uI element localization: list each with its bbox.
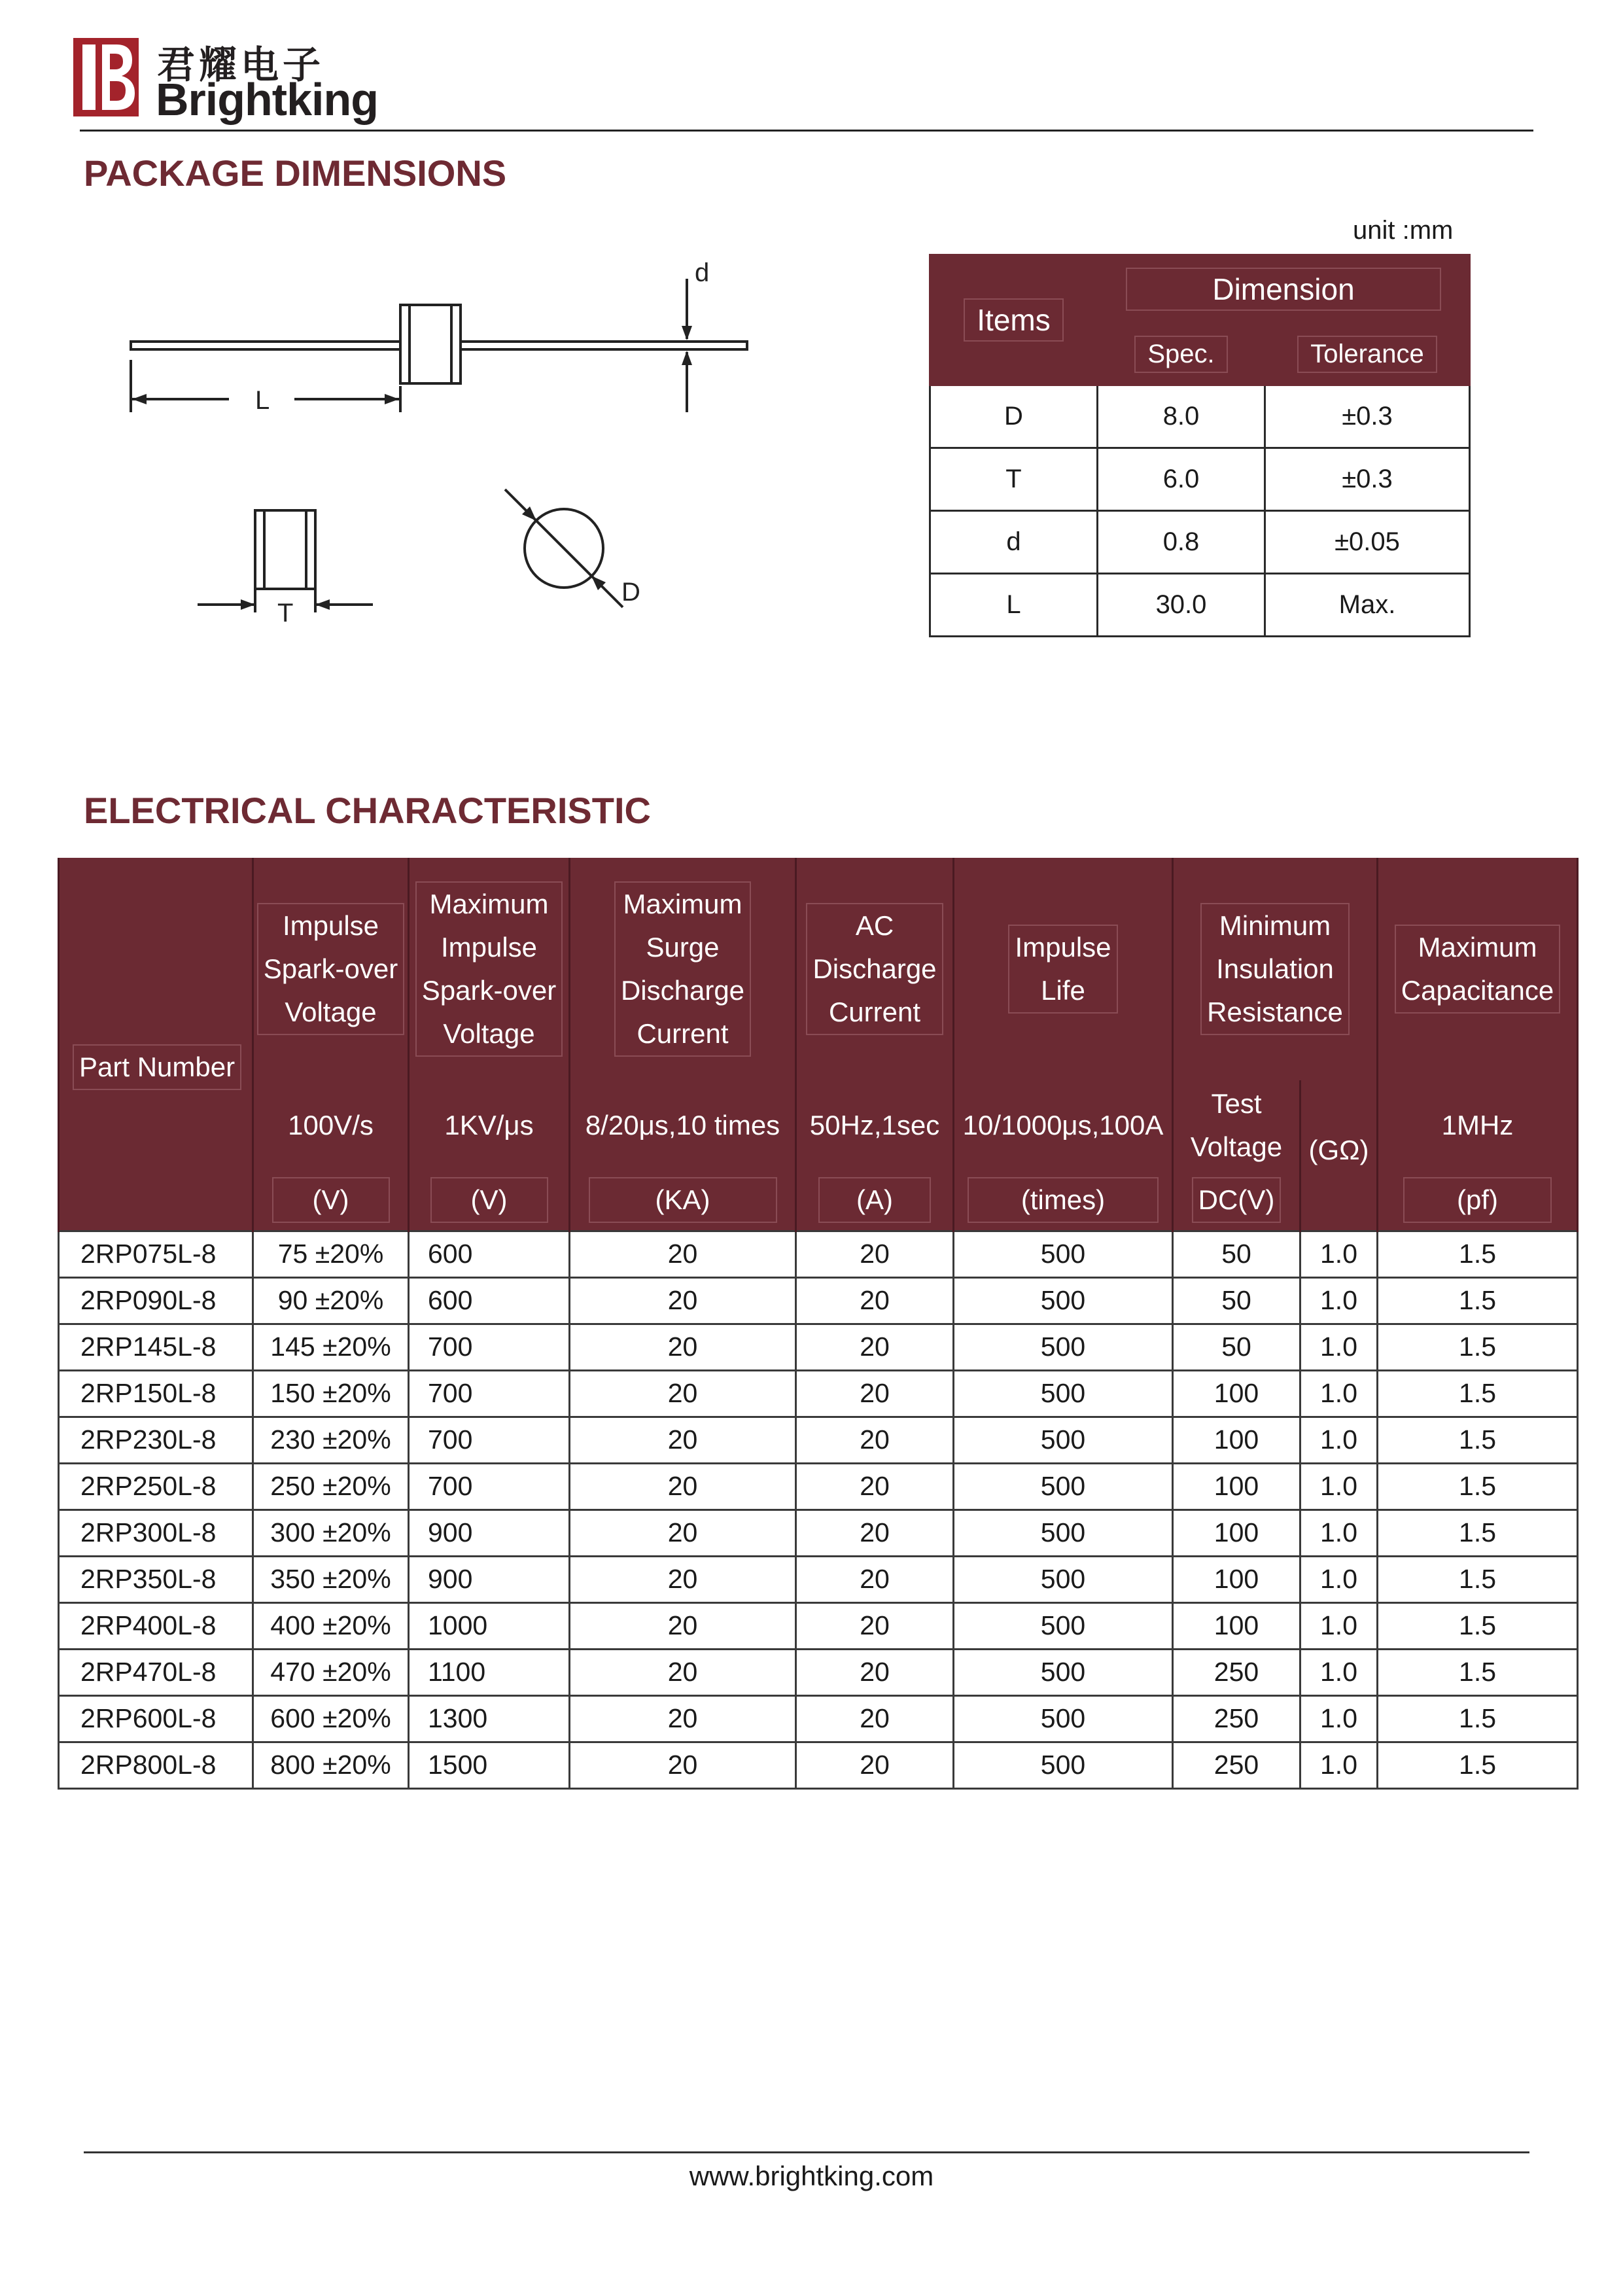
dimension-row: [930, 385, 1470, 448]
surge-value: 20: [570, 1695, 796, 1742]
brightking-logo: [73, 38, 139, 116]
test-voltage-value: 50: [1173, 1324, 1300, 1370]
unit-label: (pf): [1403, 1177, 1552, 1223]
life-value: 500: [954, 1556, 1173, 1602]
life-value: 500: [954, 1417, 1173, 1463]
life-value: 500: [954, 1602, 1173, 1649]
test-voltage-value: 50: [1173, 1231, 1300, 1277]
surge-value: 20: [570, 1649, 796, 1695]
test-voltage-value: 100: [1173, 1556, 1300, 1602]
package-dimensions-title: PACKAGE DIMENSIONS: [84, 152, 507, 194]
insulation-value: 1.0: [1300, 1370, 1378, 1417]
max-impulse-value: 1000: [409, 1602, 570, 1649]
table-row: [59, 1277, 1578, 1324]
header-line: Surge: [646, 932, 720, 963]
ac-value: 20: [796, 1324, 954, 1370]
header-line: Current: [828, 997, 921, 1027]
unit-test-dc: [1173, 1171, 1300, 1231]
insulation-value: 1.0: [1300, 1742, 1378, 1788]
header-line: Voltage: [443, 1018, 535, 1049]
capacitance-value: 1.5: [1378, 1370, 1578, 1417]
header-divider: [80, 130, 1533, 132]
header-line: Capacitance: [1401, 975, 1554, 1006]
part-number: 2RP400L-8: [59, 1602, 253, 1649]
life-value: 500: [954, 1324, 1173, 1370]
max-impulse-value: 900: [409, 1556, 570, 1602]
insulation-value: 1.0: [1300, 1602, 1378, 1649]
part-number: 2RP145L-8: [59, 1324, 253, 1370]
dim-item: T: [930, 448, 1098, 511]
impulse-life-header: [954, 858, 1173, 1080]
unit-cap: [1378, 1171, 1578, 1231]
max-capacitance-header: [1378, 858, 1578, 1080]
capacitance-value: 1.5: [1378, 1324, 1578, 1370]
surge-value: 20: [570, 1277, 796, 1324]
unit-impulse: [253, 1171, 409, 1231]
max-impulse-value: 700: [409, 1324, 570, 1370]
capacitance-value: 1.5: [1378, 1417, 1578, 1463]
header-line: Voltage: [285, 997, 377, 1027]
life-value: 500: [954, 1370, 1173, 1417]
unit-label: (V): [272, 1177, 390, 1223]
part-number-header-label: Part Number: [73, 1044, 241, 1090]
ac-value: 20: [796, 1649, 954, 1695]
test-voltage-value: 250: [1173, 1695, 1300, 1742]
part-number: 2RP090L-8: [59, 1277, 253, 1324]
surge-value: 20: [570, 1463, 796, 1510]
part-number: 2RP075L-8: [59, 1231, 253, 1277]
dim-tolerance: Max.: [1265, 574, 1470, 637]
sparkover-voltage: 800 ±20%: [253, 1742, 409, 1788]
max-impulse-value: 900: [409, 1510, 570, 1556]
header-line: Insulation: [1216, 953, 1334, 984]
insulation-value: 1.0: [1300, 1417, 1378, 1463]
life-value: 500: [954, 1231, 1173, 1277]
dimension-header: Dimension: [1126, 268, 1440, 311]
sparkover-voltage: 350 ±20%: [253, 1556, 409, 1602]
part-number: 2RP600L-8: [59, 1695, 253, 1742]
dim-item: d: [930, 511, 1098, 574]
part-number: 2RP800L-8: [59, 1742, 253, 1788]
table-row: [59, 1324, 1578, 1370]
part-number: 2RP250L-8: [59, 1463, 253, 1510]
table-row: [59, 1742, 1578, 1788]
life-value: 500: [954, 1277, 1173, 1324]
insulation-value: 1.0: [1300, 1463, 1378, 1510]
header-line: Spark-over: [421, 975, 557, 1006]
header-line: Life: [1041, 975, 1085, 1006]
surge-value: 20: [570, 1324, 796, 1370]
dim-tolerance: ±0.3: [1265, 385, 1470, 448]
ac-value: 20: [796, 1695, 954, 1742]
package-drawing: [118, 255, 759, 635]
life-value: 500: [954, 1695, 1173, 1742]
surge-value: 20: [570, 1510, 796, 1556]
ac-value: 20: [796, 1463, 954, 1510]
dimension-row: [930, 448, 1470, 511]
dim-spec: 0.8: [1098, 511, 1265, 574]
company-name-cn: 君耀电子: [157, 43, 325, 87]
footer-website-link[interactable]: www.brightking.com: [689, 2161, 934, 2191]
header-line: Minimum: [1219, 910, 1331, 941]
dimension-row: [930, 511, 1470, 574]
table-row: [59, 1602, 1578, 1649]
capacitance-value: 1.5: [1378, 1695, 1578, 1742]
sparkover-voltage: 75 ±20%: [253, 1231, 409, 1277]
min-insulation-header: [1173, 858, 1378, 1080]
header-line: Impulse: [1015, 932, 1111, 963]
part-number: 2RP300L-8: [59, 1510, 253, 1556]
max-impulse-value: 700: [409, 1417, 570, 1463]
label-D: D: [621, 578, 640, 607]
unit-max-impulse: [409, 1171, 570, 1231]
tolerance-header: Tolerance: [1297, 336, 1437, 373]
label-T: T: [277, 599, 294, 627]
cond-test-voltage: [1173, 1080, 1300, 1171]
max-impulse-value: 700: [409, 1463, 570, 1510]
impulse-sparkover-header: [253, 858, 409, 1080]
insulation-value: 1.0: [1300, 1324, 1378, 1370]
table-row: [59, 1649, 1578, 1695]
ac-value: 20: [796, 1742, 954, 1788]
insulation-value: 1.0: [1300, 1277, 1378, 1324]
dim-spec: 8.0: [1098, 385, 1265, 448]
unit-label: unit :mm: [1353, 216, 1454, 245]
header-line: Maximum: [623, 889, 742, 919]
header-line: Discharge: [812, 953, 937, 984]
capacitance-value: 1.5: [1378, 1231, 1578, 1277]
unit-label: (KA): [589, 1177, 777, 1223]
capacitance-value: 1.5: [1378, 1602, 1578, 1649]
dim-item: L: [930, 574, 1098, 637]
cond-ac: 50Hz,1sec: [796, 1080, 954, 1171]
surge-value: 20: [570, 1556, 796, 1602]
test-voltage-value: 50: [1173, 1277, 1300, 1324]
life-value: 500: [954, 1463, 1173, 1510]
test-voltage-value: 100: [1173, 1370, 1300, 1417]
sparkover-voltage: 400 ±20%: [253, 1602, 409, 1649]
table-row: [59, 1231, 1578, 1277]
insulation-value: 1.0: [1300, 1556, 1378, 1602]
part-number: 2RP350L-8: [59, 1556, 253, 1602]
life-value: 500: [954, 1649, 1173, 1695]
life-value: 500: [954, 1742, 1173, 1788]
cond-gohm: (GΩ): [1300, 1080, 1378, 1231]
items-header: Items: [964, 298, 1063, 342]
header-line: Test: [1211, 1088, 1262, 1119]
max-impulse-value: 600: [409, 1231, 570, 1277]
max-impulse-value: 1300: [409, 1695, 570, 1742]
life-value: 500: [954, 1510, 1173, 1556]
items-header-cell: [930, 255, 1098, 385]
sparkover-voltage: 470 ±20%: [253, 1649, 409, 1695]
test-voltage-value: 100: [1173, 1602, 1300, 1649]
table-row: [59, 1510, 1578, 1556]
test-voltage-value: 100: [1173, 1417, 1300, 1463]
header-line: Maximum: [1418, 932, 1537, 963]
max-impulse-value: 700: [409, 1370, 570, 1417]
dim-spec: 30.0: [1098, 574, 1265, 637]
sparkover-voltage: 145 ±20%: [253, 1324, 409, 1370]
dimension-table: [929, 254, 1471, 637]
sparkover-voltage: 150 ±20%: [253, 1370, 409, 1417]
part-number: 2RP470L-8: [59, 1649, 253, 1695]
ac-value: 20: [796, 1370, 954, 1417]
insulation-value: 1.0: [1300, 1231, 1378, 1277]
footer-divider: [84, 2151, 1529, 2153]
header-line: Impulse: [282, 910, 379, 941]
electrical-table: [58, 858, 1579, 1790]
unit-label: (times): [968, 1177, 1159, 1223]
unit-life: [954, 1171, 1173, 1231]
test-voltage-value: 100: [1173, 1463, 1300, 1510]
part-number-header: [59, 858, 253, 1231]
table-row: [59, 1695, 1578, 1742]
sparkover-voltage: 90 ±20%: [253, 1277, 409, 1324]
capacitance-value: 1.5: [1378, 1742, 1578, 1788]
test-voltage-value: 250: [1173, 1649, 1300, 1695]
sparkover-voltage: 300 ±20%: [253, 1510, 409, 1556]
part-number: 2RP150L-8: [59, 1370, 253, 1417]
header-line: AC: [855, 910, 894, 941]
max-impulse-sparkover-header: [409, 858, 570, 1080]
table-row: [59, 1556, 1578, 1602]
header-line: Resistance: [1207, 997, 1343, 1027]
spec-header-cell: [1098, 324, 1265, 385]
header-line: Current: [637, 1018, 729, 1049]
insulation-value: 1.0: [1300, 1510, 1378, 1556]
cond-max-impulse: 1KV/μs: [409, 1080, 570, 1171]
dim-tolerance: ±0.3: [1265, 448, 1470, 511]
capacitance-value: 1.5: [1378, 1463, 1578, 1510]
ac-value: 20: [796, 1556, 954, 1602]
header-line: Impulse: [440, 932, 538, 963]
sparkover-voltage: 600 ±20%: [253, 1695, 409, 1742]
tolerance-header-cell: [1265, 324, 1470, 385]
header-line: Discharge: [620, 975, 745, 1006]
surge-value: 20: [570, 1742, 796, 1788]
capacitance-value: 1.5: [1378, 1556, 1578, 1602]
surge-value: 20: [570, 1370, 796, 1417]
unit-surge: [570, 1171, 796, 1231]
dim-spec: 6.0: [1098, 448, 1265, 511]
header-line: Maximum: [429, 889, 549, 919]
label-L: L: [255, 386, 270, 415]
test-voltage-value: 100: [1173, 1510, 1300, 1556]
spec-header: Spec.: [1134, 336, 1227, 373]
table-row: [59, 1370, 1578, 1417]
dimension-header-cell: [1098, 255, 1470, 324]
capacitance-value: 1.5: [1378, 1277, 1578, 1324]
max-impulse-value: 1500: [409, 1742, 570, 1788]
cond-cap: 1MHz: [1378, 1080, 1578, 1171]
electrical-characteristic-title: ELECTRICAL CHARACTERISTIC: [84, 790, 651, 831]
max-impulse-value: 1100: [409, 1649, 570, 1695]
max-impulse-value: 600: [409, 1277, 570, 1324]
unit-label: (A): [818, 1177, 931, 1223]
insulation-value: 1.0: [1300, 1649, 1378, 1695]
table-row: [59, 1417, 1578, 1463]
cond-life: 10/1000μs,100A: [954, 1080, 1173, 1171]
ac-value: 20: [796, 1602, 954, 1649]
ac-value: 20: [796, 1510, 954, 1556]
capacitance-value: 1.5: [1378, 1510, 1578, 1556]
sparkover-voltage: 250 ±20%: [253, 1463, 409, 1510]
header-line: Spark-over: [263, 953, 398, 984]
unit-ac: [796, 1171, 954, 1231]
capacitance-value: 1.5: [1378, 1649, 1578, 1695]
company-name-en: Brightking: [156, 74, 378, 125]
table-row: [59, 1463, 1578, 1510]
cond-surge: 8/20μs,10 times: [570, 1080, 796, 1171]
label-d: d: [695, 258, 710, 287]
ac-value: 20: [796, 1231, 954, 1277]
ac-value: 20: [796, 1417, 954, 1463]
sparkover-voltage: 230 ±20%: [253, 1417, 409, 1463]
ac-discharge-header: [796, 858, 954, 1080]
dim-tolerance: ±0.05: [1265, 511, 1470, 574]
dimension-row: [930, 574, 1470, 637]
cond-impulse: 100V/s: [253, 1080, 409, 1171]
unit-label: DC(V): [1192, 1177, 1282, 1223]
surge-value: 20: [570, 1231, 796, 1277]
part-number: 2RP230L-8: [59, 1417, 253, 1463]
ac-value: 20: [796, 1277, 954, 1324]
unit-label: (V): [430, 1177, 548, 1223]
insulation-value: 1.0: [1300, 1695, 1378, 1742]
max-surge-discharge-header: [570, 858, 796, 1080]
header-line: Voltage: [1190, 1131, 1283, 1162]
test-voltage-value: 250: [1173, 1742, 1300, 1788]
surge-value: 20: [570, 1417, 796, 1463]
surge-value: 20: [570, 1602, 796, 1649]
dim-item: D: [930, 385, 1098, 448]
